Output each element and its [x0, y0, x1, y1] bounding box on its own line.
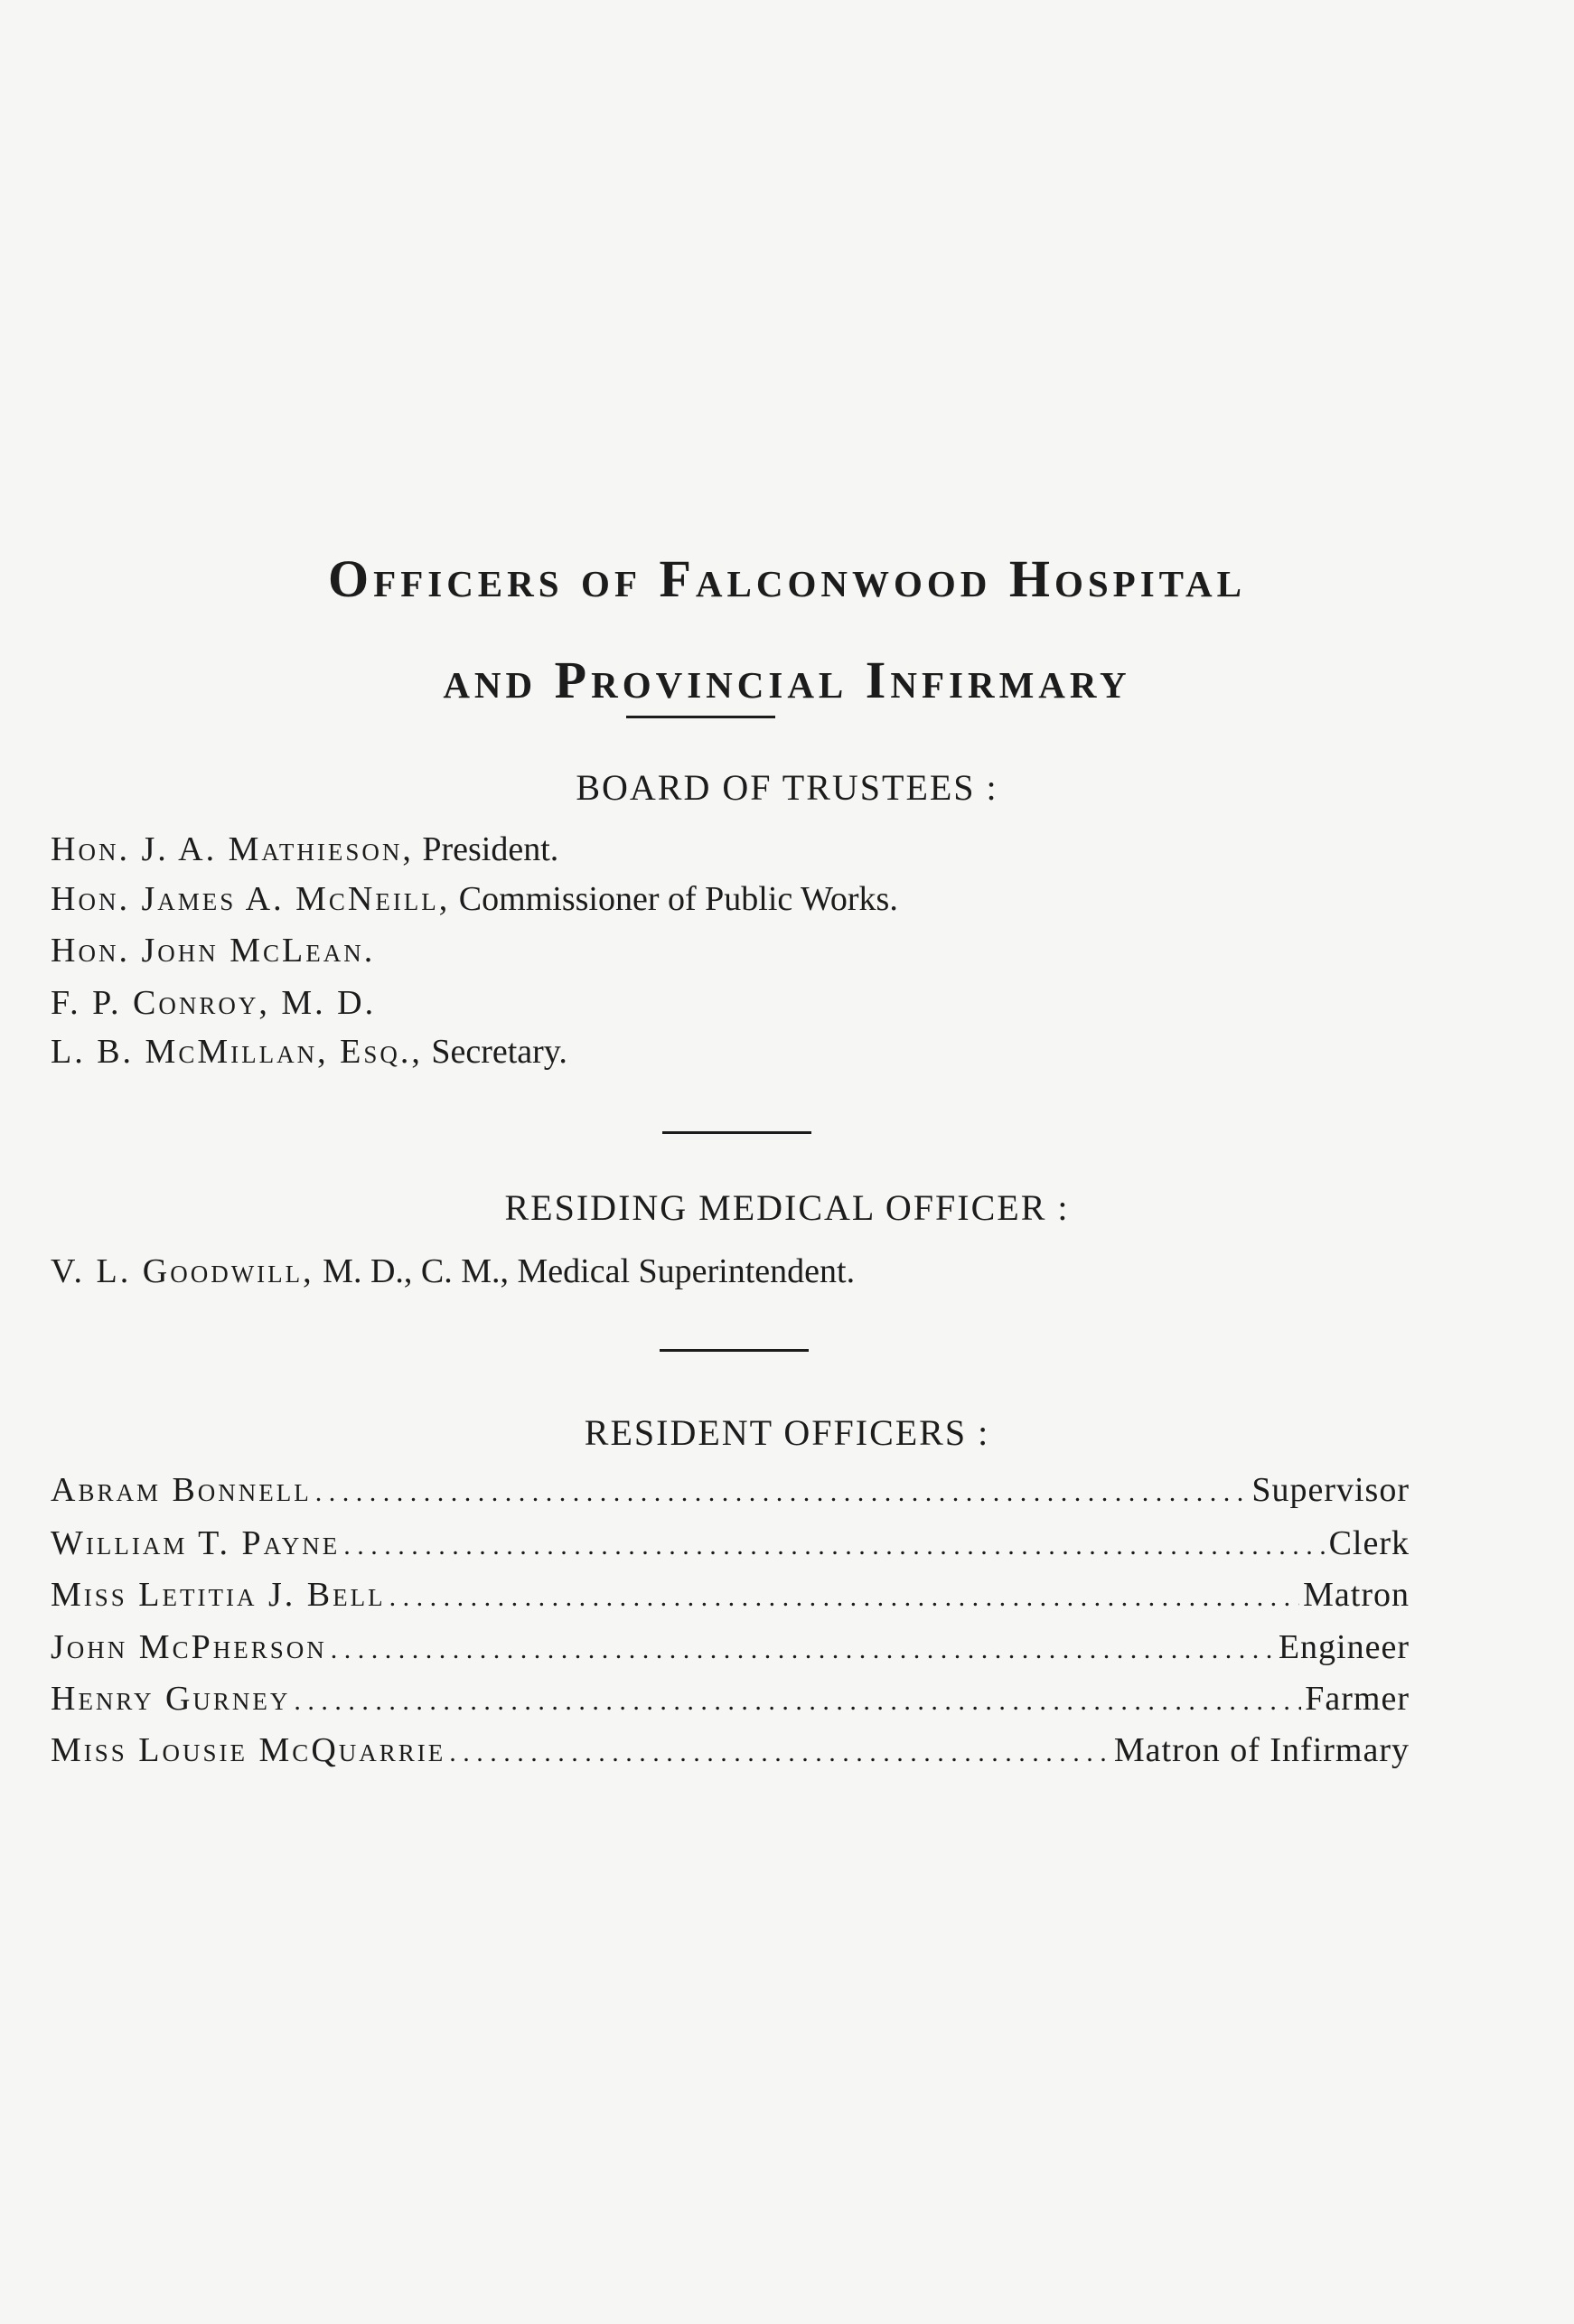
trustee-name: Hon. John McLean.: [51, 932, 376, 970]
divider-rule: [662, 1131, 811, 1134]
resident-officer-row: [51, 1470, 1410, 1510]
officer-name: Miss Letitia J. Bell: [51, 1576, 386, 1614]
dot-leader: [315, 1470, 1249, 1510]
trustee-name: Hon. James A. McNeill,: [51, 880, 451, 918]
officer-title: Matron: [1303, 1576, 1410, 1614]
trustee-line: [51, 931, 375, 970]
officer-name: Abram Bonnell: [51, 1471, 312, 1509]
dot-leader: [449, 1730, 1110, 1770]
divider-rule: [626, 716, 775, 718]
resident-officer-row: [51, 1627, 1410, 1667]
officer-name: Miss Lousie McQuarrie: [51, 1731, 446, 1769]
trustee-name: Hon. J. A. Mathieson,: [51, 830, 414, 868]
officer-title: Engineer: [1278, 1628, 1410, 1666]
medical-officer-role: M. D., C. M., Medical Superintendent.: [314, 1252, 856, 1290]
resident-officer-row: [51, 1679, 1410, 1719]
resident-officer-row: [51, 1523, 1410, 1563]
resident-officer-row: [51, 1575, 1410, 1615]
trustee-name: F. P. Conroy, M. D.: [51, 984, 377, 1022]
divider-rule: [660, 1349, 809, 1352]
trustee-line: [51, 983, 376, 1023]
board-of-trustees-heading: BOARD OF TRUSTEES :: [576, 767, 998, 808]
title-line-2: and Provincial Infirmary: [443, 651, 1131, 709]
dot-leader: [389, 1575, 1300, 1615]
officer-title: Clerk: [1328, 1524, 1410, 1562]
dot-leader: [331, 1627, 1275, 1667]
medical-officer-name: V. L. Goodwill,: [51, 1252, 314, 1290]
dot-leader: [294, 1679, 1301, 1719]
trustee-role: Secretary.: [422, 1033, 567, 1071]
resident-officers-heading: RESIDENT OFFICERS :: [584, 1412, 990, 1453]
trustee-line: [51, 1032, 567, 1072]
officer-name: John McPherson: [51, 1628, 327, 1666]
trustee-role: Commissioner of Public Works.: [450, 880, 898, 918]
officer-title: Supervisor: [1251, 1471, 1410, 1509]
officer-title: Farmer: [1305, 1680, 1410, 1718]
medical-officer-line: [51, 1251, 855, 1291]
trustee-name: L. B. McMillan, Esq.,: [51, 1033, 423, 1071]
dot-leader: [343, 1523, 1325, 1563]
trustee-role: President.: [413, 830, 559, 868]
trustee-line: [51, 879, 898, 919]
trustee-line: [51, 829, 558, 869]
residing-medical-officer-heading: RESIDING MEDICAL OFFICER :: [504, 1187, 1070, 1228]
officer-name: Henry Gurney: [51, 1680, 291, 1718]
title-line-1: Officers of Falconwood Hospital: [328, 549, 1246, 608]
officer-title: Matron of Infirmary: [1113, 1731, 1410, 1769]
page-title: [0, 529, 1574, 731]
resident-officer-row: [51, 1730, 1410, 1770]
officer-name: William T. Payne: [51, 1524, 341, 1562]
